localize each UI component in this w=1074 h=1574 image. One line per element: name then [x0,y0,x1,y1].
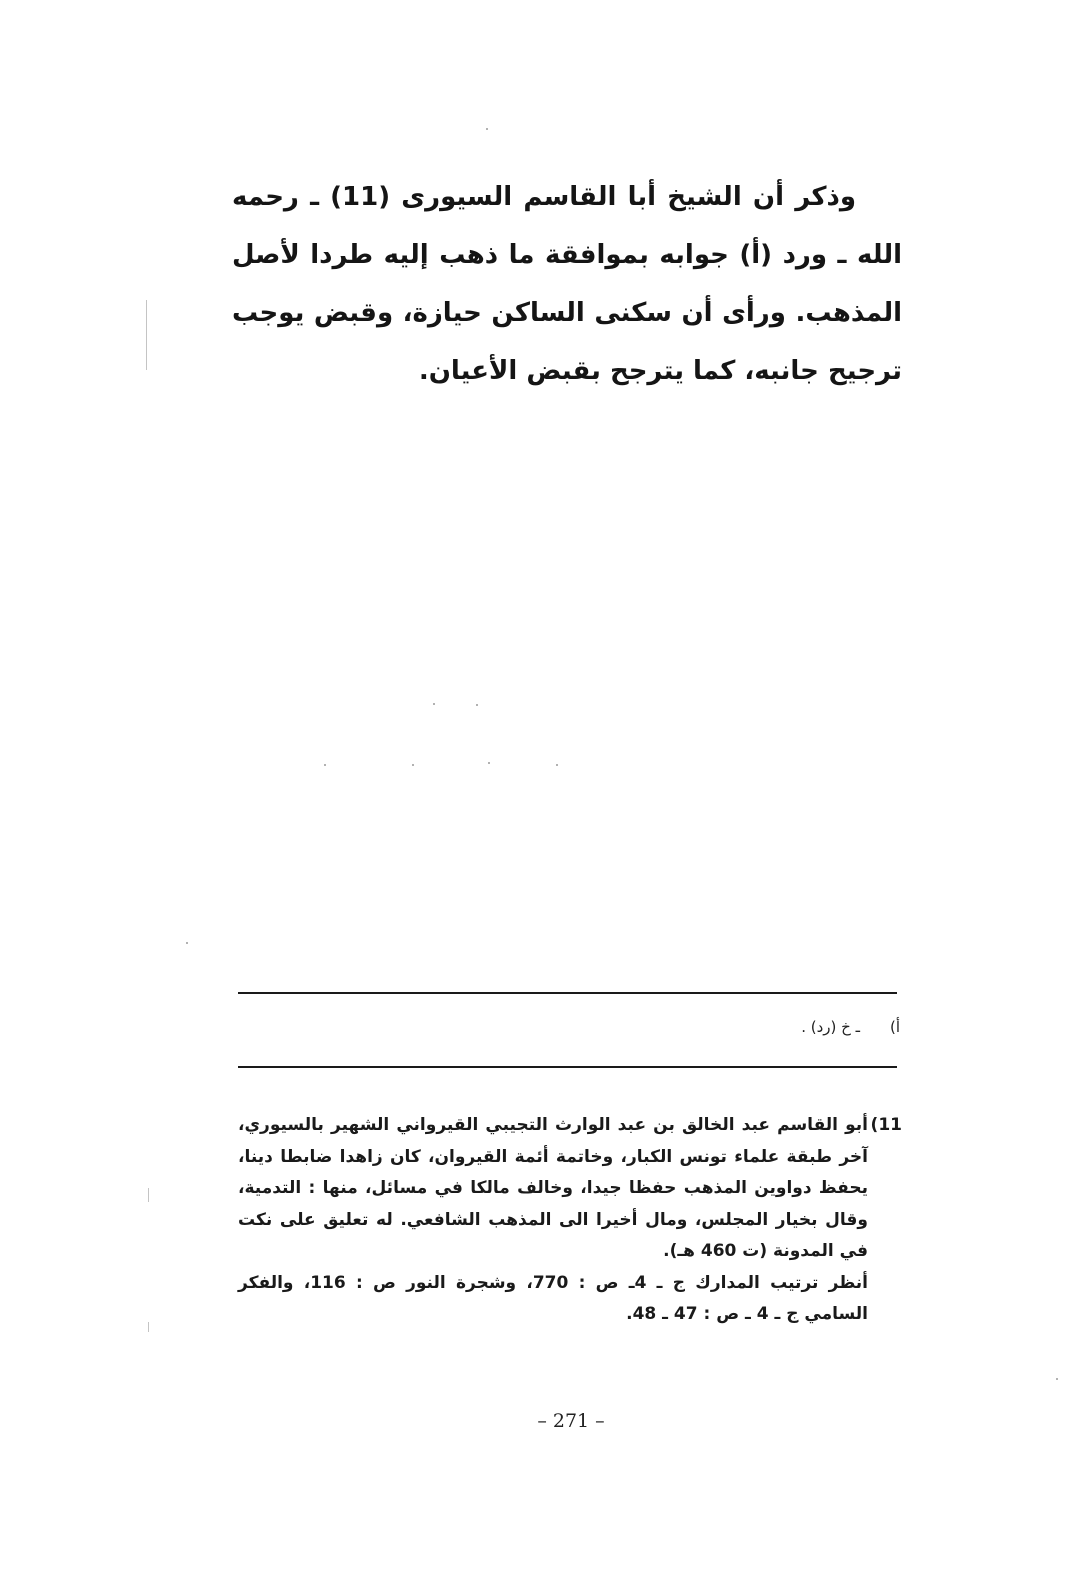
margin-mark [148,1188,149,1202]
scan-speck [488,762,490,764]
margin-mark [146,300,147,370]
page-number: – 271 – [537,1410,605,1432]
main-text-block [232,168,902,400]
footnote-body [238,1110,868,1331]
footnote-separator-bottom [238,1066,897,1068]
scan-speck [486,128,488,130]
scan-speck [324,764,326,766]
variant-note-text: ـ خ (رد) . [801,1018,860,1036]
variant-note [238,1014,900,1040]
scan-speck [412,764,414,766]
scan-speck [476,704,478,706]
scan-speck [433,703,435,705]
footnote-separator-top [238,992,897,994]
margin-mark [148,1322,149,1332]
footnote-biography: أبو القاسم عبد الخالق بن عبد الوارث التجيبي القيرواني الشهير بالسيوري، آخر طبقة علماء تونس الكبار، وخاتمة أئمة القيروان، كان زاهدا ضابطا دينا، يحفظ دواوين المذهب حفظا جيدا، وخالف مالكا في مسائل، منها : التدمية، وقال بخيار المجلس، ومال أخيرا الى المذهب الشافعي. له تعليق على نكت في المدونة (ت 460 هـ). [238,1115,868,1261]
scan-speck [556,764,558,766]
scan-speck [186,942,188,944]
footnote-11 [238,1110,902,1331]
scan-speck [1056,1378,1058,1380]
variant-note-marker: أ) [889,1018,900,1036]
footnote-number: 11) [870,1115,902,1135]
footnote-references: أنظر ترتيب المدارك ج ـ 4ـ ص : 770، وشجرة النور ص : 116، والفكر السامي ج ـ 4 ـ ص : 47 ـ 48. [238,1272,868,1324]
main-paragraph: وذكر أن الشيخ أبا القاسم السيورى (11) ـ رحمه الله ـ ورد (أ) جوابه بموافقة ما ذهب إليه طردا لأصل المذهب. ورأى أن سكنى الساكن حيازة، وقبض يوجب ترجيح جانبه، كما يترجح بقبض الأعيان. [232,182,902,386]
